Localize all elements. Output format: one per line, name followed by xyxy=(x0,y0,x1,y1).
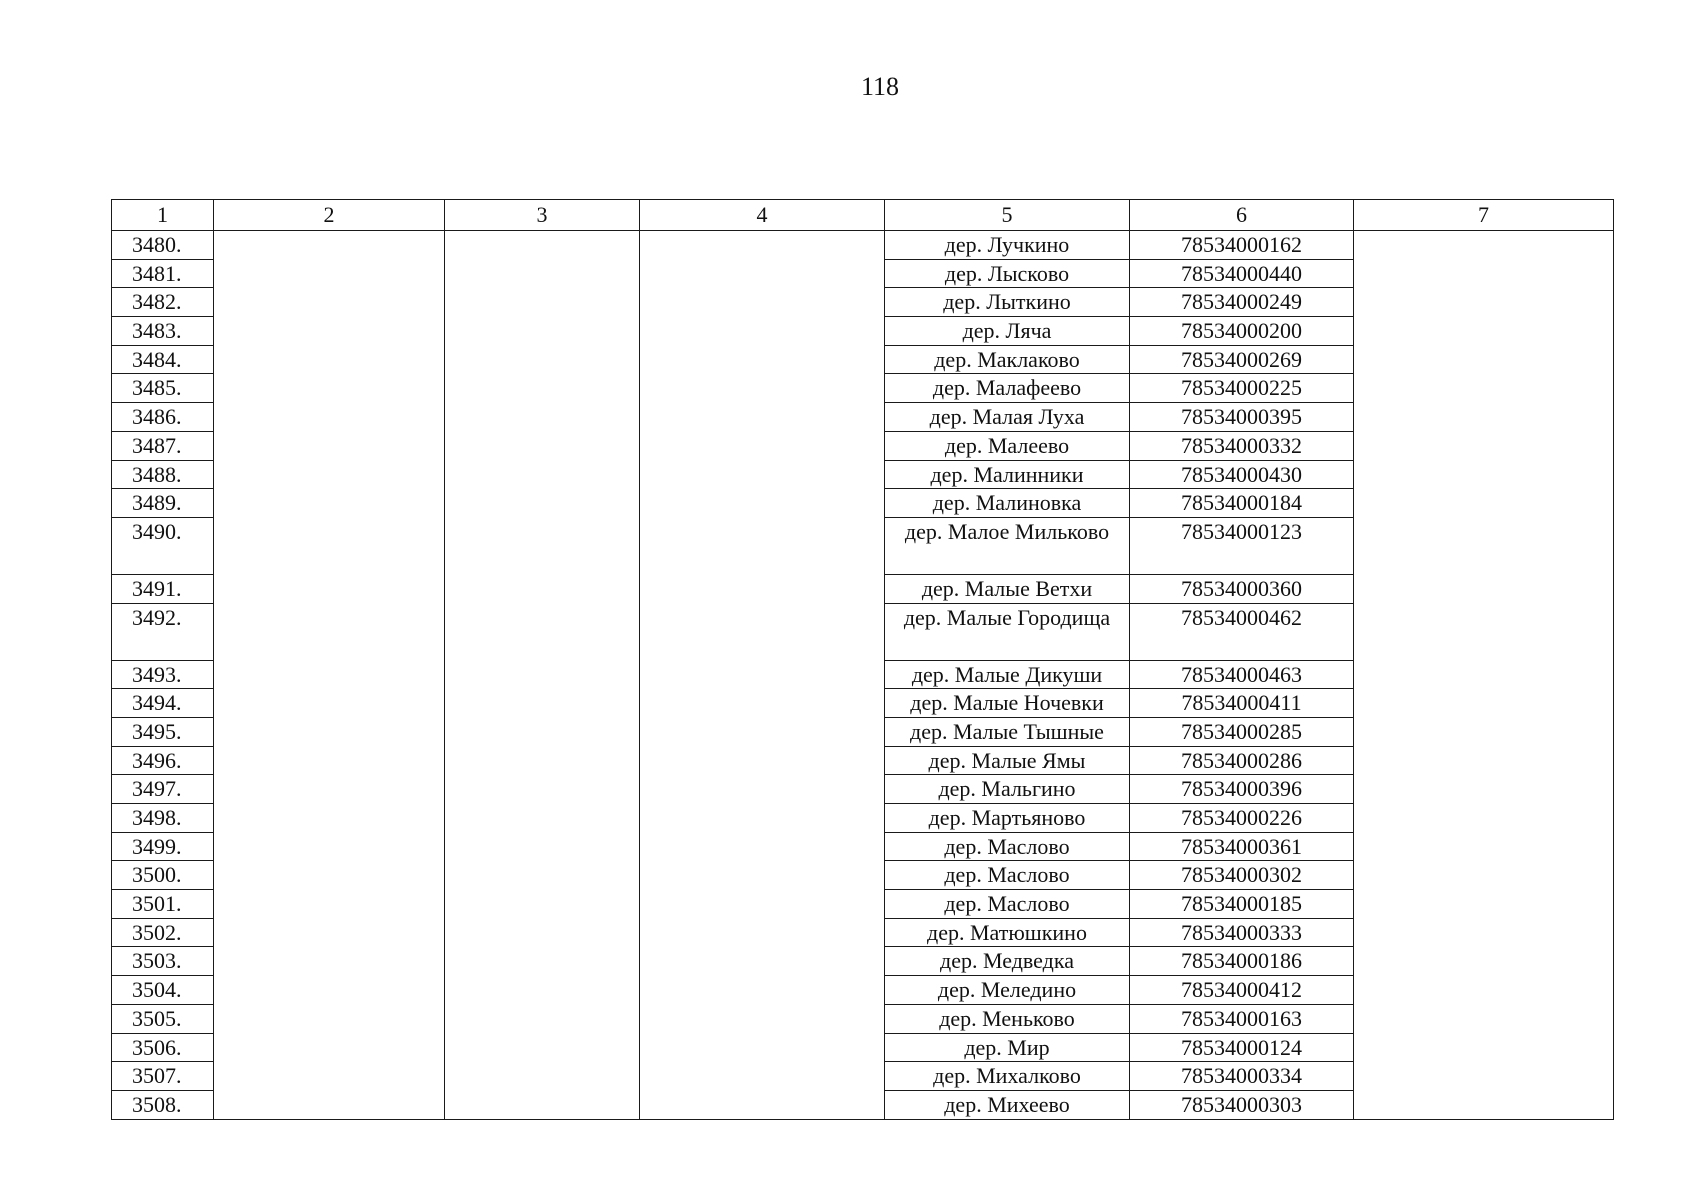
column-header-5: 5 xyxy=(885,200,1130,231)
oktmo-code-cell: 78534000162 xyxy=(1130,231,1354,260)
row-number-cell: 3494. xyxy=(112,689,214,718)
row-number-cell: 3487. xyxy=(112,431,214,460)
oktmo-code-cell: 78534000332 xyxy=(1130,431,1354,460)
oktmo-code-cell: 78534000440 xyxy=(1130,259,1354,288)
settlement-name-cell: дер. Малые Ветхи xyxy=(885,574,1130,603)
oktmo-code-cell: 78534000360 xyxy=(1130,574,1354,603)
row-number-cell: 3500. xyxy=(112,861,214,890)
row-number-cell: 3503. xyxy=(112,947,214,976)
settlement-name-cell: дер. Малиновка xyxy=(885,489,1130,518)
settlement-name-cell: дер. Меледино xyxy=(885,976,1130,1005)
oktmo-code-cell: 78534000463 xyxy=(1130,660,1354,689)
column-header-1: 1 xyxy=(112,200,214,231)
row-number-cell: 3495. xyxy=(112,717,214,746)
row-number-cell: 3493. xyxy=(112,660,214,689)
settlement-name-cell: дер. Маслово xyxy=(885,832,1130,861)
oktmo-code-cell: 78534000249 xyxy=(1130,288,1354,317)
row-number-cell: 3488. xyxy=(112,460,214,489)
oktmo-code-cell: 78534000184 xyxy=(1130,489,1354,518)
settlement-name-cell: дер. Малые Ночевки xyxy=(885,689,1130,718)
settlement-name-cell: дер. Лучкино xyxy=(885,231,1130,260)
settlement-name-cell: дер. Медведка xyxy=(885,947,1130,976)
column-header-3: 3 xyxy=(445,200,640,231)
row-number-cell: 3501. xyxy=(112,890,214,919)
settlement-name-cell: дер. Михалково xyxy=(885,1062,1130,1091)
column-header-6: 6 xyxy=(1130,200,1354,231)
row-number-cell: 3497. xyxy=(112,775,214,804)
row-number-cell: 3483. xyxy=(112,317,214,346)
settlement-name-cell: дер. Мартьяново xyxy=(885,804,1130,833)
row-number-cell: 3482. xyxy=(112,288,214,317)
settlement-name-cell: дер. Маслово xyxy=(885,861,1130,890)
row-number-cell: 3498. xyxy=(112,804,214,833)
settlement-name-cell: дер. Мир xyxy=(885,1033,1130,1062)
row-number-cell: 3507. xyxy=(112,1062,214,1091)
oktmo-code-cell: 78534000285 xyxy=(1130,717,1354,746)
row-number-cell: 3508. xyxy=(112,1090,214,1119)
header-row xyxy=(112,200,1614,231)
merged-empty-cell-col-3 xyxy=(445,231,640,1120)
row-number-cell: 3496. xyxy=(112,746,214,775)
column-header-2: 2 xyxy=(214,200,445,231)
merged-empty-cell-col-4 xyxy=(640,231,885,1120)
settlement-name-cell: дер. Малая Луха xyxy=(885,403,1130,432)
oktmo-code-cell: 78534000462 xyxy=(1130,603,1354,660)
settlement-name-cell: дер. Ляча xyxy=(885,317,1130,346)
settlement-name-cell: дер. Малые Городища xyxy=(885,603,1130,660)
settlement-name-cell: дер. Малые Тышные xyxy=(885,717,1130,746)
settlement-name-cell: дер. Малафеево xyxy=(885,374,1130,403)
oktmo-code-cell: 78534000361 xyxy=(1130,832,1354,861)
settlement-name-cell: дер. Маслово xyxy=(885,890,1130,919)
oktmo-code-cell: 78534000430 xyxy=(1130,460,1354,489)
settlement-name-cell: дер. Малинники xyxy=(885,460,1130,489)
column-header-4: 4 xyxy=(640,200,885,231)
merged-empty-cell-col-7 xyxy=(1354,231,1614,1120)
row-number-cell: 3489. xyxy=(112,489,214,518)
settlement-name-cell: дер. Матюшкино xyxy=(885,918,1130,947)
settlement-name-cell: дер. Малые Дикуши xyxy=(885,660,1130,689)
oktmo-code-cell: 78534000396 xyxy=(1130,775,1354,804)
settlement-name-cell: дер. Маклаково xyxy=(885,345,1130,374)
oktmo-code-cell: 78534000226 xyxy=(1130,804,1354,833)
row-number-cell: 3505. xyxy=(112,1004,214,1033)
row-number-cell: 3506. xyxy=(112,1033,214,1062)
row-number-cell: 3504. xyxy=(112,976,214,1005)
oktmo-code-cell: 78534000333 xyxy=(1130,918,1354,947)
settlement-name-cell: дер. Малые Ямы xyxy=(885,746,1130,775)
table-row xyxy=(112,231,1614,260)
oktmo-code-cell: 78534000412 xyxy=(1130,976,1354,1005)
settlement-name-cell: дер. Меньково xyxy=(885,1004,1130,1033)
settlement-name-cell: дер. Лыткино xyxy=(885,288,1130,317)
settlement-name-cell: дер. Михеево xyxy=(885,1090,1130,1119)
table-body xyxy=(112,231,1614,1120)
oktmo-code-cell: 78534000123 xyxy=(1130,517,1354,574)
oktmo-code-cell: 78534000395 xyxy=(1130,403,1354,432)
oktmo-code-cell: 78534000303 xyxy=(1130,1090,1354,1119)
row-number-cell: 3502. xyxy=(112,918,214,947)
row-number-cell: 3480. xyxy=(112,231,214,260)
row-number-cell: 3490. xyxy=(112,517,214,574)
oktmo-code-cell: 78534000225 xyxy=(1130,374,1354,403)
row-number-cell: 3484. xyxy=(112,345,214,374)
settlement-name-cell: дер. Малое Мильково xyxy=(885,517,1130,574)
settlement-name-cell: дер. Мальгино xyxy=(885,775,1130,804)
oktmo-code-cell: 78534000411 xyxy=(1130,689,1354,718)
settlements-table xyxy=(111,199,1614,1120)
page-number: 118 xyxy=(860,72,900,101)
oktmo-code-cell: 78534000185 xyxy=(1130,890,1354,919)
row-number-cell: 3486. xyxy=(112,403,214,432)
oktmo-code-cell: 78534000200 xyxy=(1130,317,1354,346)
oktmo-code-cell: 78534000163 xyxy=(1130,1004,1354,1033)
oktmo-code-cell: 78534000186 xyxy=(1130,947,1354,976)
row-number-cell: 3481. xyxy=(112,259,214,288)
oktmo-code-cell: 78534000269 xyxy=(1130,345,1354,374)
oktmo-code-cell: 78534000124 xyxy=(1130,1033,1354,1062)
row-number-cell: 3491. xyxy=(112,574,214,603)
merged-empty-cell-col-2 xyxy=(214,231,445,1120)
oktmo-code-cell: 78534000286 xyxy=(1130,746,1354,775)
row-number-cell: 3499. xyxy=(112,832,214,861)
row-number-cell: 3492. xyxy=(112,603,214,660)
column-header-7: 7 xyxy=(1354,200,1614,231)
row-number-cell: 3485. xyxy=(112,374,214,403)
oktmo-code-cell: 78534000302 xyxy=(1130,861,1354,890)
settlement-name-cell: дер. Лысково xyxy=(885,259,1130,288)
settlement-name-cell: дер. Малеево xyxy=(885,431,1130,460)
oktmo-code-cell: 78534000334 xyxy=(1130,1062,1354,1091)
